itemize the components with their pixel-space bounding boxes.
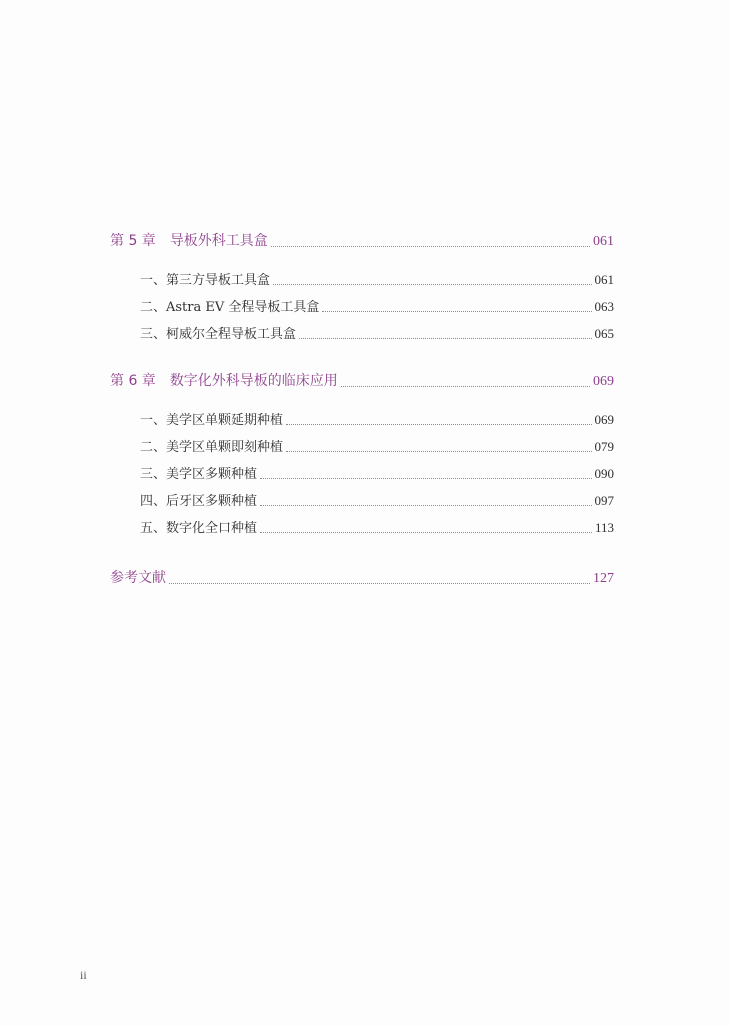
table-of-contents xyxy=(110,228,614,592)
entry-title: 二、Astra EV 全程导板工具盒 xyxy=(140,300,320,315)
page-number: ii xyxy=(80,968,87,982)
spacer xyxy=(110,541,614,565)
toc-entry[interactable] xyxy=(110,487,614,514)
toc-chapter-6[interactable] xyxy=(110,368,614,395)
chapter-title xyxy=(110,368,338,395)
page-ref: 065 xyxy=(594,326,614,341)
page-ref: 063 xyxy=(594,299,614,314)
dot-leader xyxy=(341,386,590,387)
toc-entry[interactable] xyxy=(110,293,614,320)
toc-entry[interactable] xyxy=(110,266,614,293)
page-ref: 079 xyxy=(594,439,614,454)
spacer xyxy=(110,347,614,368)
page-ref: 061 xyxy=(593,234,614,249)
entry-title: 一、第三方导板工具盒 xyxy=(140,273,271,288)
dot-leader xyxy=(322,311,591,312)
toc-references[interactable] xyxy=(110,565,614,592)
spacer xyxy=(110,255,614,266)
entry-title: 一、美学区单颗延期种植 xyxy=(140,413,284,428)
dot-leader xyxy=(286,424,591,425)
chapter-name: 数字化外科导板的临床应用 xyxy=(169,373,338,389)
page-ref: 097 xyxy=(594,493,614,508)
dot-leader xyxy=(271,246,590,247)
dot-leader xyxy=(260,478,591,479)
toc-entry[interactable] xyxy=(110,514,614,541)
toc-entry[interactable] xyxy=(110,406,614,433)
page-ref: 090 xyxy=(594,466,614,481)
entry-title: 五、数字化全口种植 xyxy=(140,521,258,536)
chapter-name: 导板外科工具盒 xyxy=(169,233,268,249)
entry-title: 三、柯威尔全程导板工具盒 xyxy=(140,327,297,342)
chapter-title xyxy=(110,228,268,255)
toc-entry[interactable] xyxy=(110,433,614,460)
entry-title: 四、后牙区多颗种植 xyxy=(140,494,258,509)
toc-chapter-5[interactable] xyxy=(110,228,614,255)
dot-leader xyxy=(273,284,591,285)
page-ref: 061 xyxy=(594,272,614,287)
spacer xyxy=(110,395,614,406)
entry-title: 三、美学区多颗种植 xyxy=(140,467,258,482)
toc-entry[interactable] xyxy=(110,460,614,487)
page-ref: 113 xyxy=(594,520,614,535)
toc-entry[interactable] xyxy=(110,320,614,347)
dot-leader xyxy=(169,583,590,584)
references-title: 参考文献 xyxy=(110,570,166,586)
page-ref: 127 xyxy=(593,571,614,586)
page-ref: 069 xyxy=(594,412,614,427)
chapter-label: 第 5 章 xyxy=(110,233,156,249)
dot-leader xyxy=(286,451,591,452)
dot-leader xyxy=(299,338,591,339)
dot-leader xyxy=(260,532,592,533)
entry-title: 二、美学区单颗即刻种植 xyxy=(140,440,284,455)
page-ref: 069 xyxy=(593,374,614,389)
chapter-label: 第 6 章 xyxy=(110,373,156,389)
dot-leader xyxy=(260,505,591,506)
